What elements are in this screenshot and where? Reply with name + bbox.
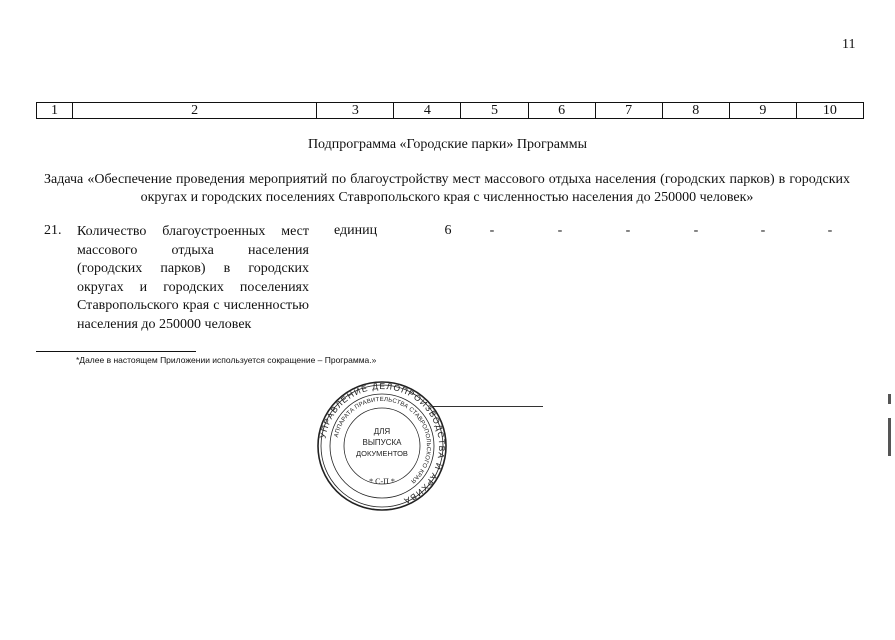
value-cell: - — [693, 223, 699, 238]
row-number: 21. — [44, 223, 62, 238]
stamp-center-line: ВЫПУСКА — [362, 438, 402, 447]
column-number: 8 — [662, 103, 729, 119]
value-cell: - — [760, 223, 766, 238]
column-number: 9 — [729, 103, 796, 119]
footnote: *Далее в настоящем Приложении используется сокращение – Программа.» — [76, 355, 377, 365]
value-cell: 6 — [444, 223, 452, 238]
column-number: 3 — [317, 103, 394, 119]
signature-line — [433, 406, 543, 407]
column-number: 4 — [394, 103, 461, 119]
footnote-separator — [36, 351, 196, 352]
column-number: 1 — [37, 103, 73, 119]
stamp-center-line: ДЛЯ — [373, 427, 391, 436]
stamp-inner-ring-text: АППАРАТА ПРАВИТЕЛЬСТВА СТАВРОПОЛЬСКОГО КРАЯ — [333, 396, 432, 484]
stamp-seal-icon — [316, 380, 448, 512]
scan-edge-mark — [888, 418, 891, 456]
column-number: 5 — [461, 103, 528, 119]
value-cell: - — [625, 223, 631, 238]
column-number: 7 — [595, 103, 662, 119]
stamp-outer-ring-text: УПРАВЛЕНИЕ ДЕЛОПРОИЗВОДСТВА И АРХИВА — [317, 380, 448, 507]
value-cell: - — [827, 223, 833, 238]
task-heading: Задача «Обеспечение проведения мероприятий по благоустройству мест массового отдыха населения (городских парков) в городских округах и городских поселениях Ставропольского края с численностью населения до 250000 человек» — [44, 172, 850, 205]
page-number: 11 — [842, 37, 856, 52]
official-stamp — [316, 380, 448, 512]
stamp-center-line: ДОКУМЕНТОВ — [356, 449, 408, 458]
column-numbers-row — [36, 102, 864, 119]
subprogram-title: Подпрограмма «Городские парки» Программы — [307, 137, 588, 152]
unit-cell: единиц — [334, 223, 378, 238]
scan-edge-mark — [888, 394, 891, 404]
column-number: 6 — [528, 103, 595, 119]
column-number: 10 — [796, 103, 863, 119]
column-number: 2 — [73, 103, 317, 119]
value-cell: - — [489, 223, 495, 238]
value-cell: - — [557, 223, 563, 238]
stamp-code: * С-П * — [369, 477, 395, 486]
indicator-name: Количество благоустроенных мест массового отдыха населения (городских парков) в городских округах и городских поселениях Ставропольского края с численностью населения до 250000 человек — [77, 224, 309, 332]
